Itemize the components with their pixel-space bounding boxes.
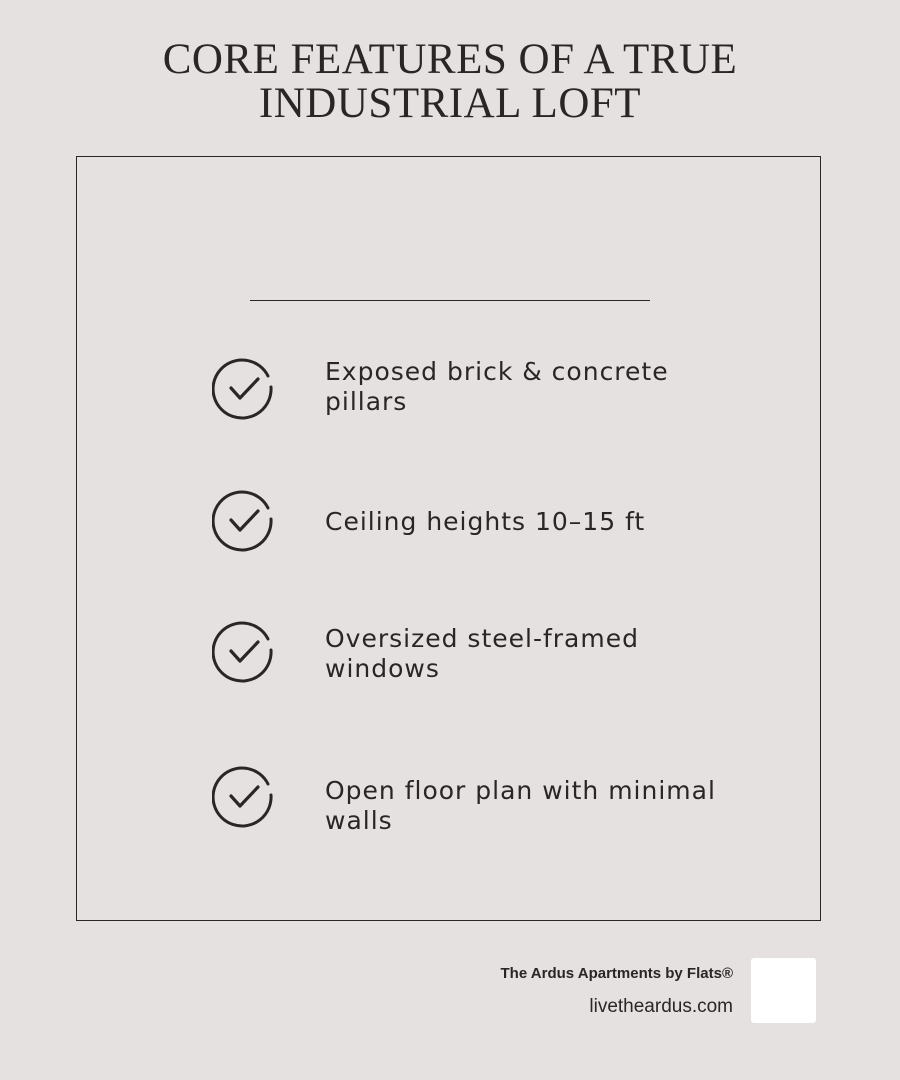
title-line-1: CORE FEATURES OF A TRUE <box>162 36 738 83</box>
checkmark-circle-icon <box>212 619 276 683</box>
feature-text: Exposed brick & concrete pillars <box>325 357 669 416</box>
feature-text: Oversized steel-framed windows <box>325 624 639 683</box>
divider-rule <box>250 300 650 301</box>
feature-text: Ceiling heights 10–15 ft <box>325 507 646 536</box>
feature-text: Open floor plan with minimal walls <box>325 776 716 835</box>
page-title <box>0 38 900 126</box>
footer-brand: The Ardus Apartments by Flats® <box>500 965 733 982</box>
title-line-2: INDUSTRIAL LOFT <box>258 80 642 127</box>
checkmark-circle-icon <box>212 356 276 420</box>
checkmark-circle-icon <box>212 488 276 552</box>
checkmark-circle-icon <box>212 764 276 828</box>
footer-url-link[interactable]: livetheardus.com <box>589 996 733 1017</box>
logo-placeholder <box>751 958 816 1023</box>
